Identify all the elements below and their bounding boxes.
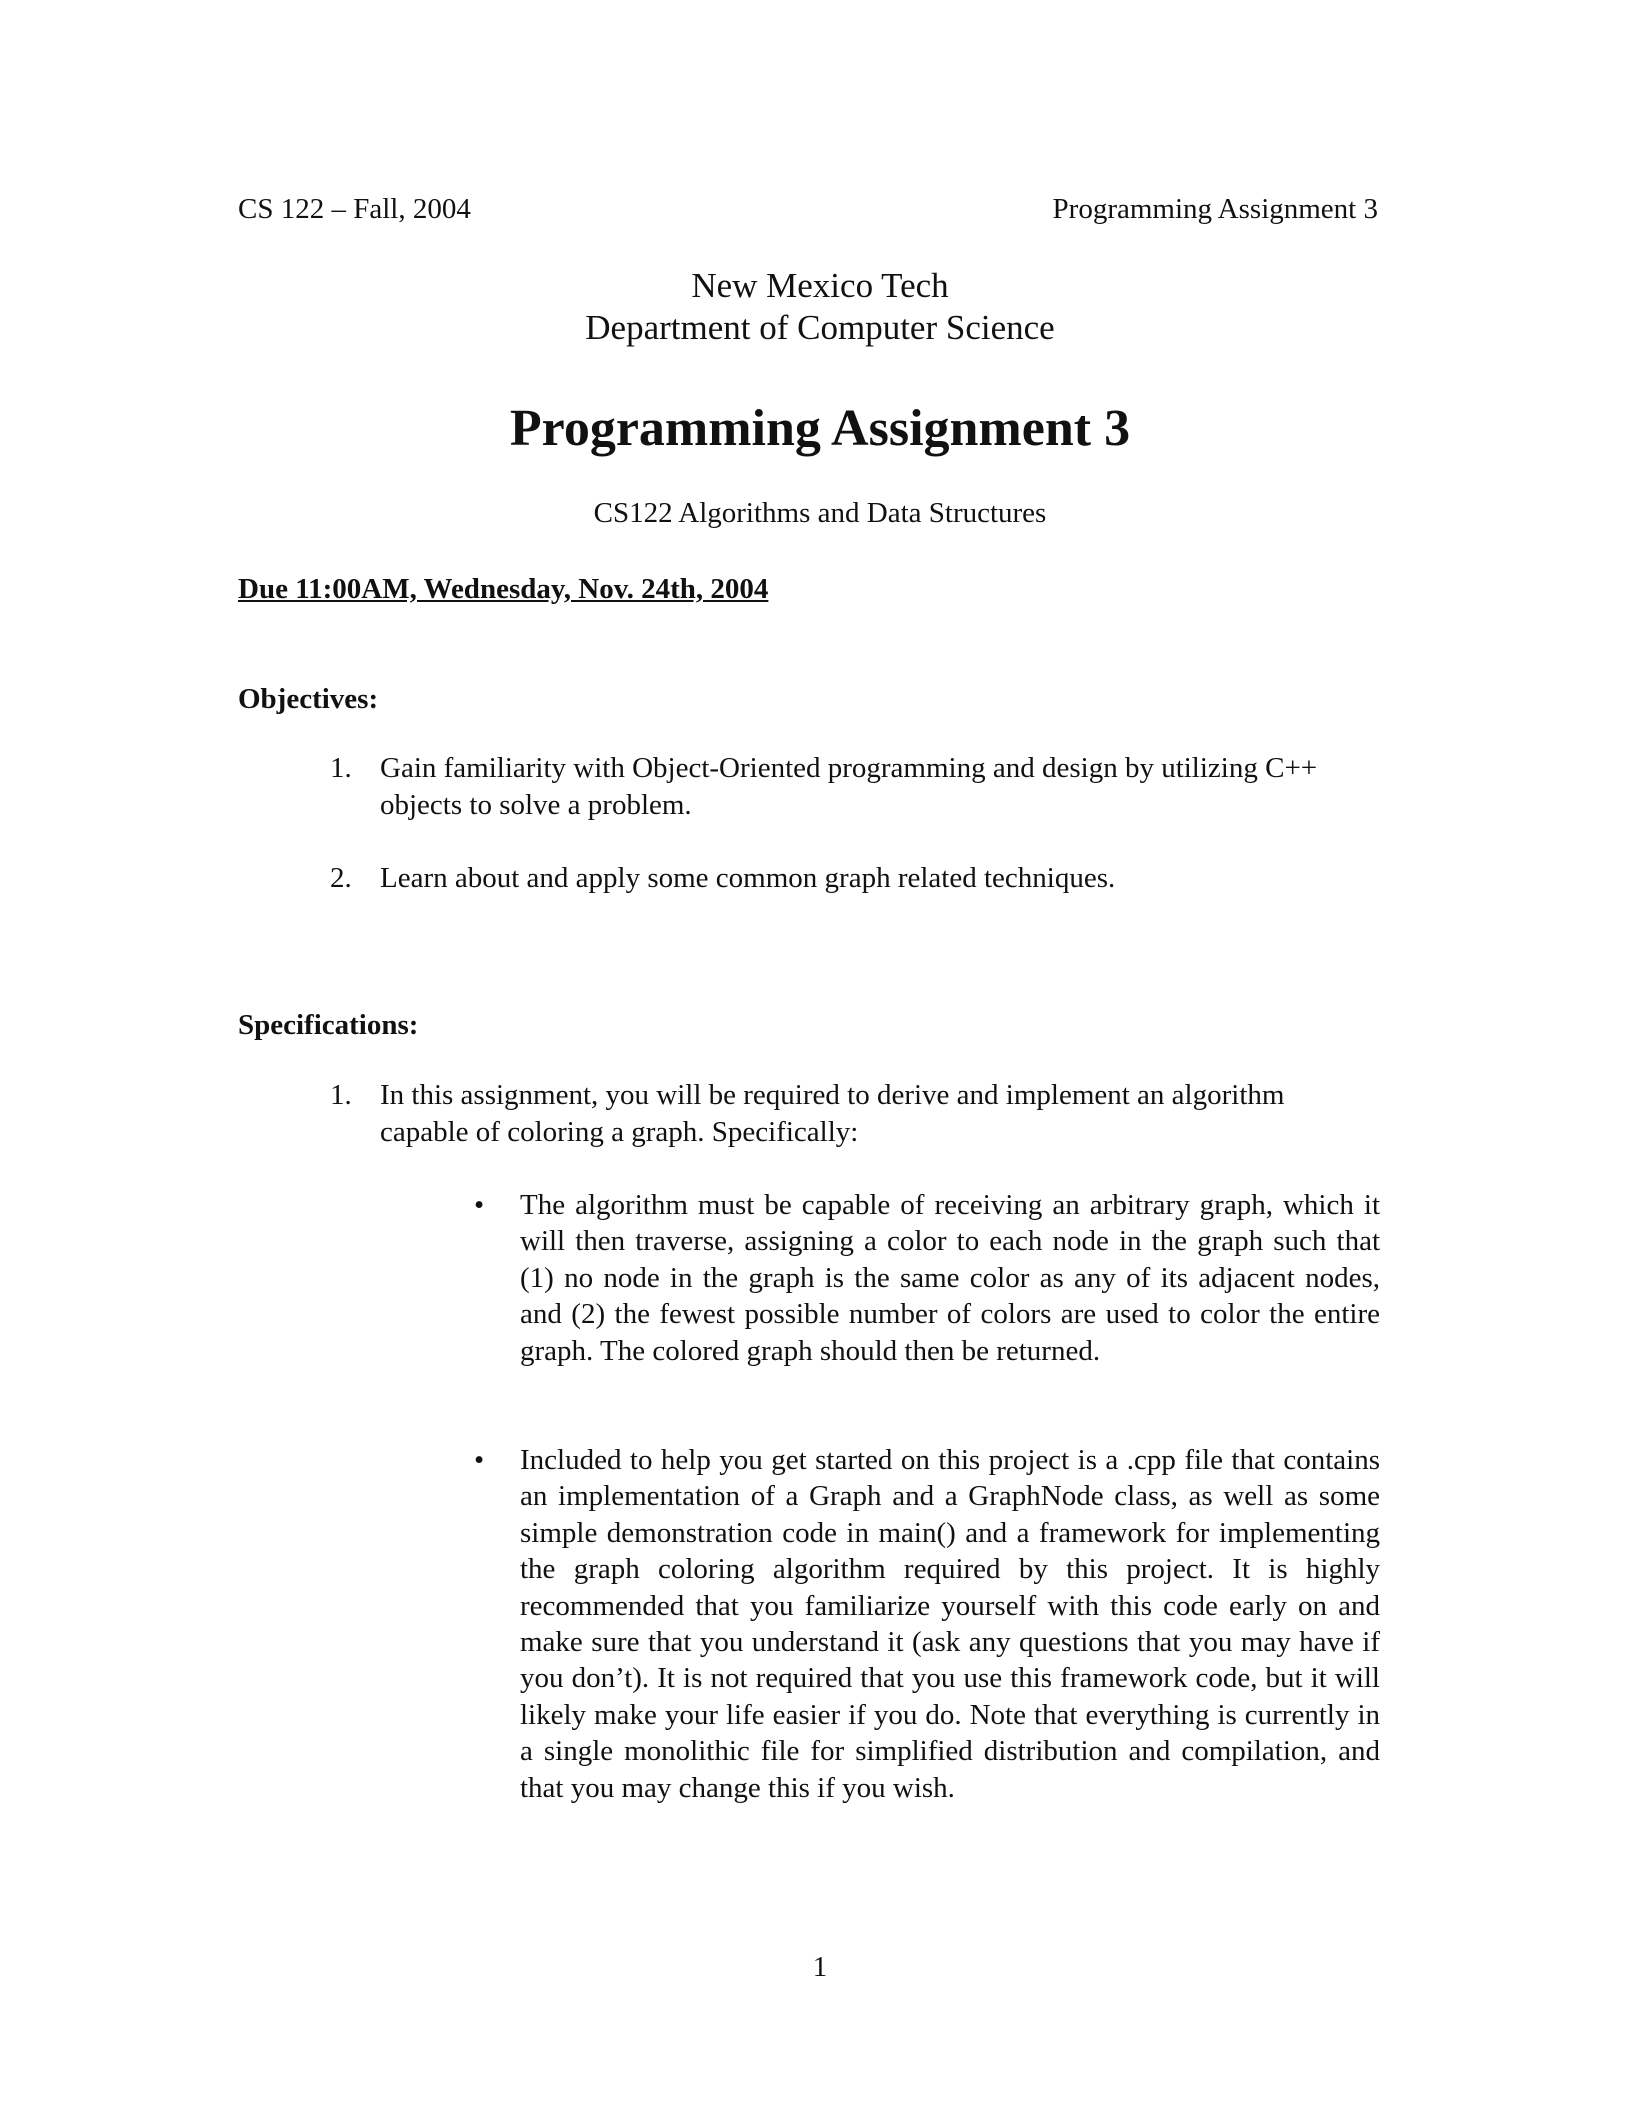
page-number: 1 [812,1951,828,1983]
department-name: Department of Computer Science [585,308,1055,347]
objective-number: 1. [330,752,352,784]
header-course-term: CS 122 – Fall, 2004 [238,193,471,225]
objective-text: Gain familiarity with Object-Oriented programming and design by utilizing C++ objects to solve a problem. [380,752,1318,821]
specifications-heading: Specifications: [238,1009,419,1041]
objective-item [330,750,1380,824]
institution-block [0,265,1640,349]
due-date: Due 11:00AM, Wednesday, Nov. 24th, 2004 [238,573,769,605]
objective-number: 2. [330,862,352,894]
bullet-text: The algorithm must be capable of receiving an arbitrary graph, which it will then traverse, assigning a color to each node in the graph such that (1) no node in the graph is the same color as any of its adjacent nodes, and (2) the fewest possible number of colors are used to color the entire graph. The colored graph should then be returned. [520,1189,1380,1367]
course-name: CS122 Algorithms and Data Structures [593,497,1047,529]
bullet-icon: • [474,1444,485,1476]
header-assignment-label: Programming Assignment 3 [1052,193,1378,225]
specification-text: In this assignment, you will be required to derive and implement an algorithm capable of coloring a graph. Specifically: [380,1079,1285,1148]
specification-bullet [474,1442,1380,1806]
specification-bullet [474,1187,1380,1369]
objective-text: Learn about and apply some common graph related techniques. [380,862,1116,894]
specification-item [330,1077,1380,1151]
objectives-heading: Objectives: [238,683,379,715]
bullet-icon: • [474,1189,485,1221]
page-title: Programming Assignment 3 [509,400,1131,457]
institution-name: New Mexico Tech [691,266,949,305]
bullet-text: Included to help you get started on this project is a .cpp file that contains an implementation of a Graph and a GraphNode class, as well as some simple demonstration code in main() and a framework for implementing the graph coloring algorithm required by this project. It is highly recommended that you familiarize yourself with this code early on and make sure that you understand it (ask any questions that you may have if you don’t). It is not required that you use this framework code, but it will likely make your life easier if you do. Note that everything is currently in a single monolithic file for simplified distribution and compilation, and that you may change this if you wish. [520,1444,1380,1804]
objective-item [330,860,1380,897]
specification-number: 1. [330,1079,352,1111]
